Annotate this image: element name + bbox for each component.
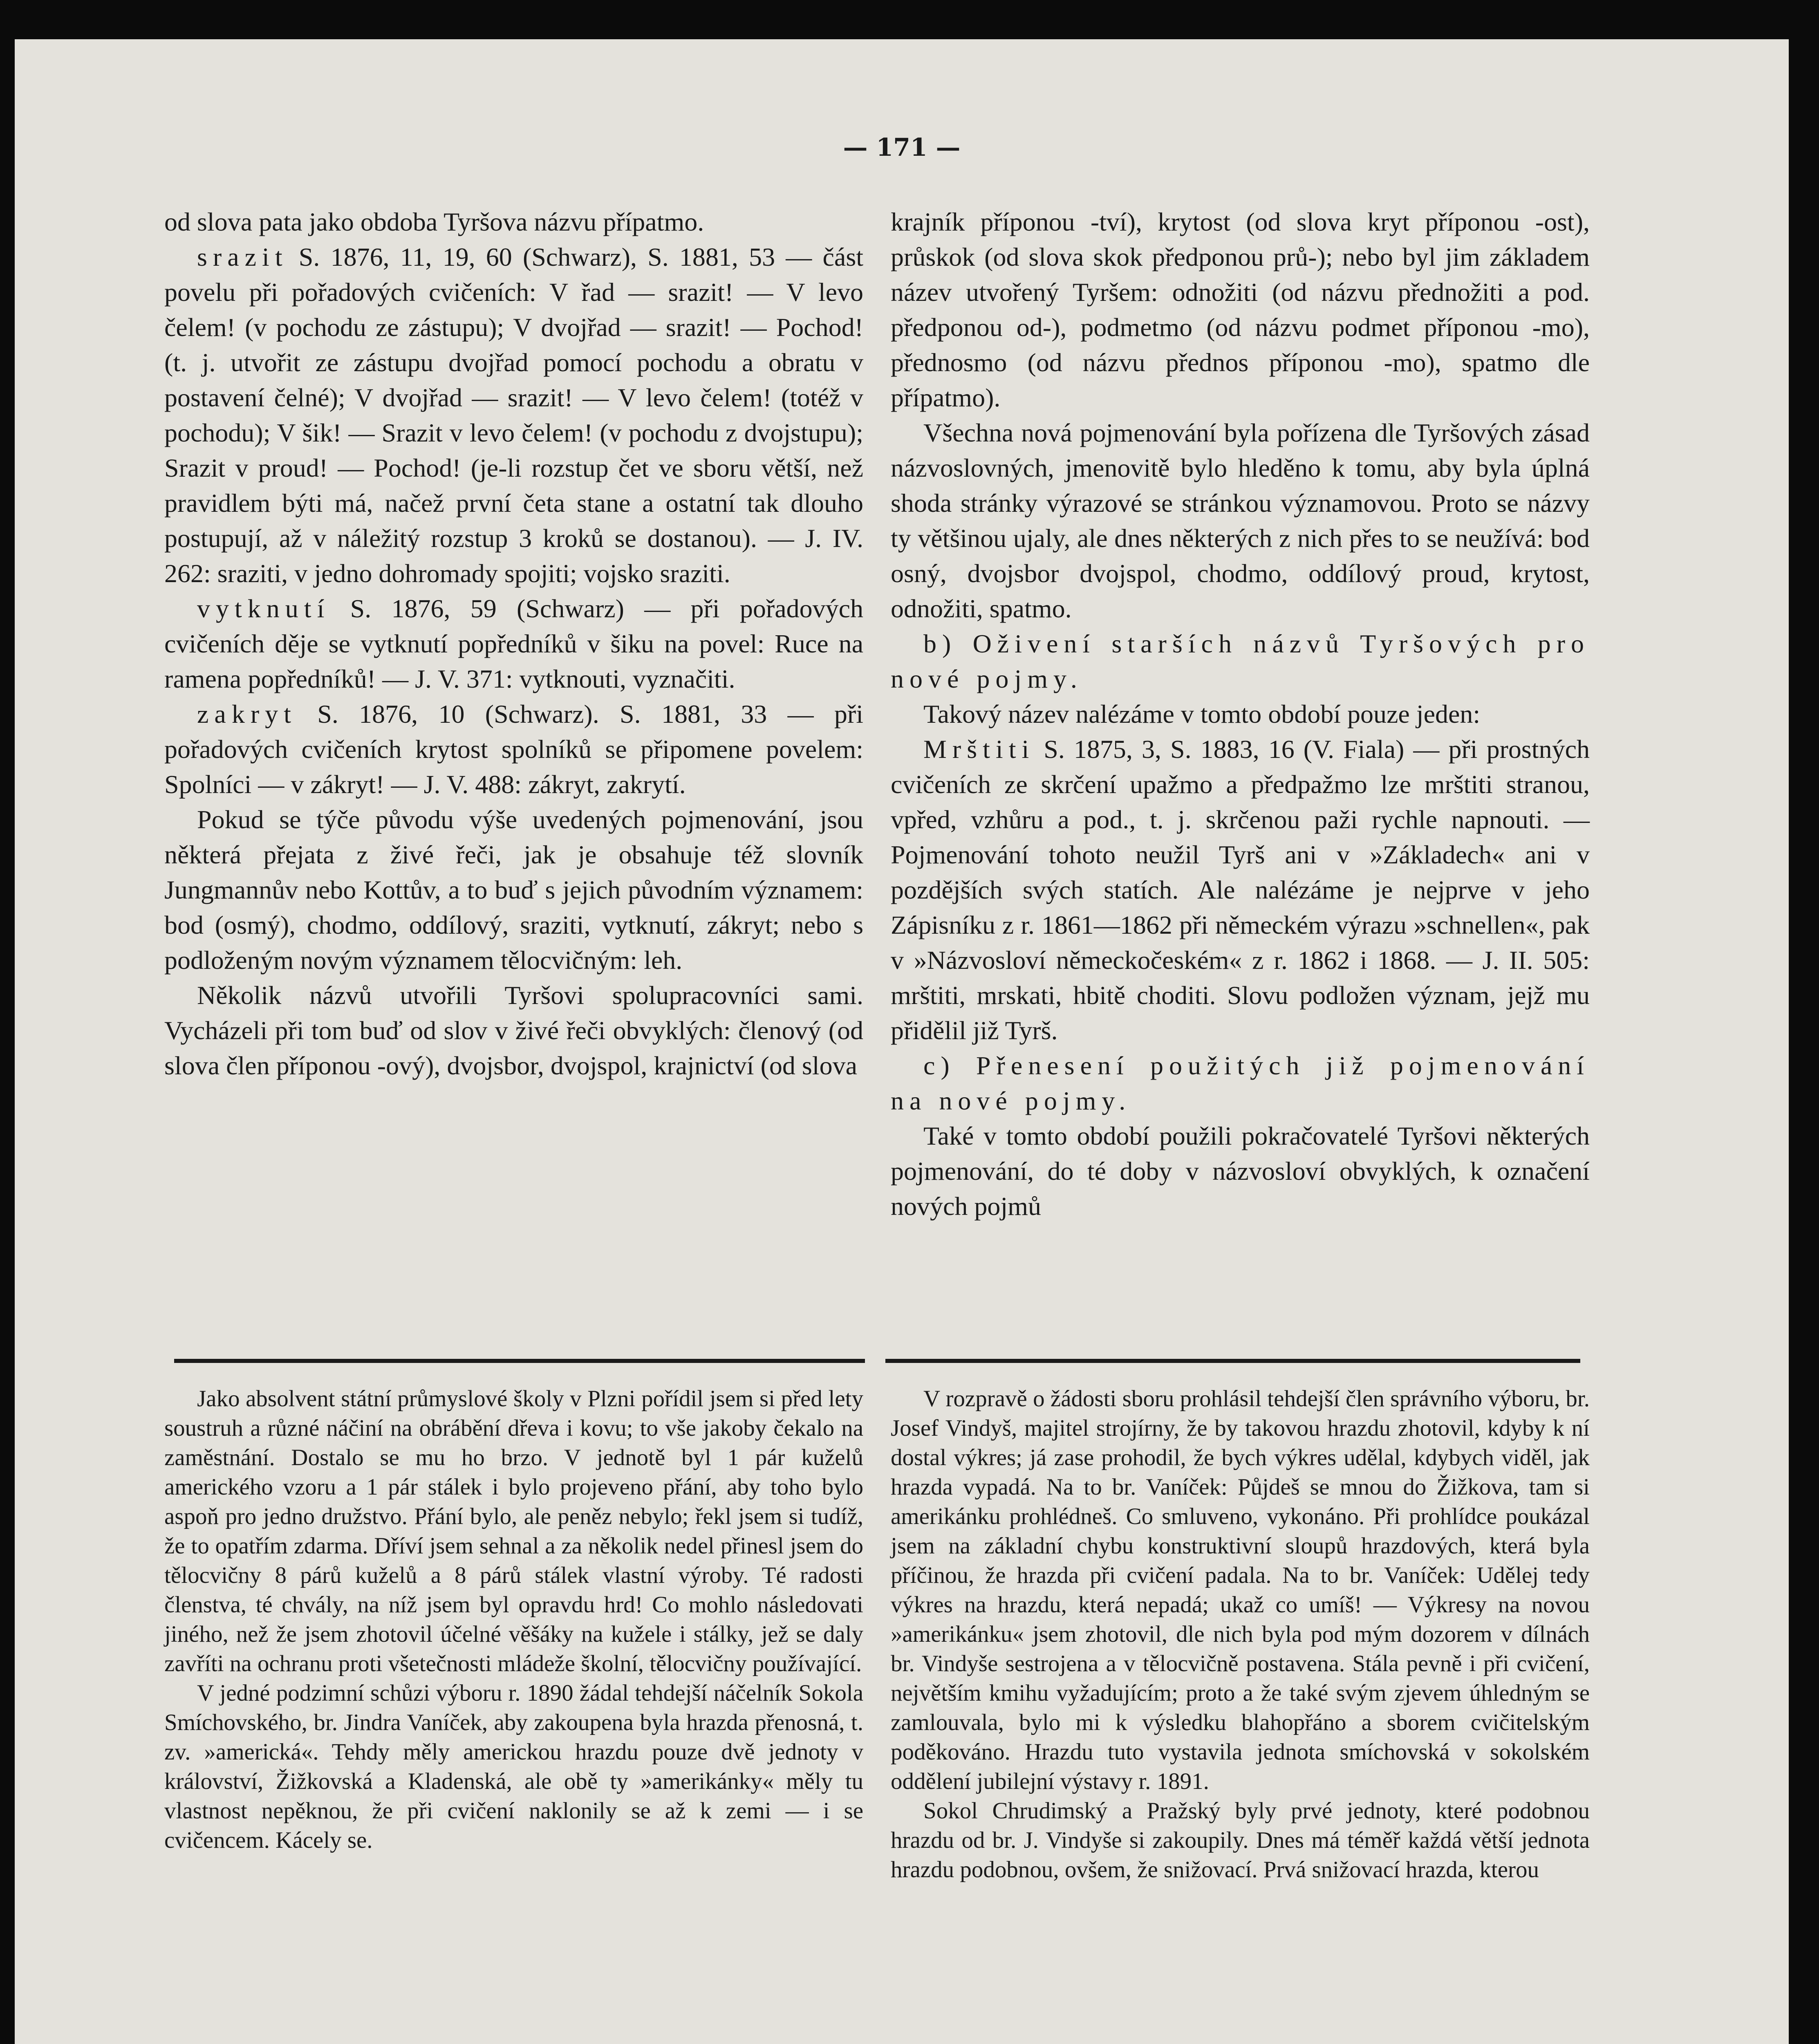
- paragraph-text: Takový název nalézáme v tomto období pouze jeden:: [923, 699, 1481, 728]
- term: srazit: [197, 242, 288, 271]
- paragraph-text: Několik názvů utvořili Tyršovi spolupracovníci sami. Vycházeli při tom buď od slov v živé řeči obvyklých: členový (od slova člen příponou -ový), dvojsbor, dvojspol, krajnictví (od slova: [164, 981, 863, 1080]
- paragraph: [164, 802, 863, 978]
- paragraph: [891, 1796, 1590, 1885]
- paragraph: [891, 415, 1590, 626]
- paragraph-text: S. 1876, 11, 19, 60 (Schwarz), S. 1881, 53 — část povelu při pořadových cvičeních: V řad — srazit! — V levo čelem! (v pochodu ze zástupu); V dvojřad — srazit! — Pochod! (t. j. utvořit ze zástupu dvojřad pomocí pochodu a obratu v postavení čelné); V dvojřad — srazit! — V levo čelem! (totéž v pochodu); V šik! — Srazit v levo čelem! (v pochodu z dvojstupu); Srazit v proud! — Pochod! (je-li rozstup čet ve sboru větší, než pravidlem býti má, načež první četa stane a ostatní tak dlouho postupují, až v náležitý rozstup 3 kroků se dostanou). — J. IV. 262: sraziti, v jedno dohromady spojiti; vojsko sraziti.: [164, 242, 863, 588]
- footnote-divider-left: [174, 1359, 865, 1363]
- paragraph: [891, 1118, 1590, 1224]
- paragraph-text: S. 1876, 10 (Schwarz). S. 1881, 33 — při pořadových cvičeních krytost spolníků se připomene povelem: Spolníci — v zákryt! — J. V. 488: zákryt, zakrytí.: [164, 699, 863, 799]
- paragraph: [164, 978, 863, 1083]
- paragraph-text: od slova pata jako obdoba Tyršova názvu přípatmo.: [164, 207, 704, 236]
- footnote-divider-right: [885, 1359, 1580, 1363]
- paragraph: [164, 240, 863, 591]
- footnote-right-column: [891, 1384, 1590, 1885]
- paragraph-text: V jedné podzimní schůzi výboru r. 1890 žádal tehdejší náčelník Sokola Smíchovského, br. Jindra Vaníček, aby zakoupena byla hrazda přenosná, t. zv. »americká«. Tehdy měly americkou hrazdu pouze dvě jednoty v království, Žižkovská a Kladenská, ale obě ty »amerikánky« měly tu vlastnost nepěknou, že při cvičení naklonily se až k zemi — i se cvičencem. Kácely se.: [164, 1680, 863, 1853]
- paragraph: [164, 591, 863, 697]
- paragraph: [891, 1384, 1590, 1796]
- main-text-left-column: [164, 204, 863, 1083]
- page-number: — 171 —: [843, 133, 961, 162]
- footnote-left-column: [164, 1384, 863, 1855]
- paragraph: [164, 1679, 863, 1855]
- paragraph: [891, 204, 1590, 415]
- paragraph-text: krajník příponou -tví), krytost (od slova kryt příponou -ost), průskok (od slova skok předponou prů-); nebo byl jim základem název utvořený Tyršem: odnožiti (od názvu přednožiti a pod. předponou od-), podmetmo (od názvu podmet příponou -mo), přednosmo (od názvu přednos příponou -mo), spatmo dle přípatmo).: [891, 207, 1590, 412]
- paragraph-text: Také v tomto období použili pokračovatelé Tyršovi některých pojmenování, do té doby v názvosloví obvyklých, k označení nových pojmů: [891, 1121, 1590, 1221]
- paragraph-text: S. 1875, 3, S. 1883, 16 (V. Fiala) — při prostných cvičeních ze skrčení upažmo a předpažmo lze mrštiti stranou, vpřed, vzhůru a pod., t. j. skrčenou paži rychle napnouti. — Pojmenování tohoto neužil Tyrš ani v »Základech« ani v pozdějších svých statích. Ale nalézáme je nejprve v jeho Zápisníku z r. 1861—1862 při německém výrazu »schnellen«, pak v »Názvosloví německočeském« z r. 1862 i 1868. — J. II. 505: mrštiti, mrskati, hbitě choditi. Slovu podložen význam, jejž mu přidělil již Tyrš.: [891, 735, 1590, 1045]
- paragraph-text: V rozpravě o žádosti sboru prohlásil tehdejší člen správního výboru, br. Josef Vindyš, majitel strojírny, že by takovou hrazdu zhotovil, kdyby k ní dostal výkres; já zase prohodil, že bych výkres udělal, kdybych viděl, jak hrazda vypadá. Na to br. Vaníček: Půjdeš se mnou do Žižkova, tam si amerikánku prohlédneš. Co smluveno, vykonáno. Při prohlídce poukázal jsem na základní chybu konstruktivní sloupů hrazdových, která byla příčinou, že hrazda při cvičení padala. Na to br. Vaníček: Udělej tedy výkres na hrazdu, která nepadá; ukaž co umíš! — Výkresy na novou »amerikánku« jsem zhotovil, dle nich byla pod mým dozorem v dílnách br. Vindyše sestrojena a v tělocvičně postavena. Stála pevně i při cvičení, největším kmihu vyžadujícím; proto a že také svým zjevem úhledným se zamlouvala, bylo mi k výsledku blahopřáno a sborem cvičitelským poděkováno. Hrazdu tuto vystavila jednota smíchovská v sokolském oddělení jubilejní výstavy r. 1891.: [891, 1386, 1590, 1794]
- paragraph-text: Pokud se týče původu výše uvedených pojmenování, jsou některá přejata z živé řeči, jak je obsahuje též slovník Jungmannův nebo Kottův, a to buď s jejich původním významem: bod (osmý), chodmo, oddílový, sraziti, vytknutí, zákryt; nebo s podloženým novým významem tělocvičným: leh.: [164, 805, 863, 975]
- paragraph: [891, 1048, 1590, 1118]
- main-text-right-column: [891, 204, 1590, 1224]
- paragraph: [164, 1384, 863, 1679]
- paragraph: [164, 204, 863, 240]
- paragraph-text: Jako absolvent státní průmyslové školy v Plzni pořídil jsem si před lety soustruh a různé náčiní na obrábění dřeva i kovu; to vše jakoby čekalo na zaměstnání. Dostalo se mu ho brzo. V jednotě byl 1 pár kuželů amerického vzoru a 1 pár stálek i bylo projeveno přání, aby toho bylo aspoň pro jedno družstvo. Přání bylo, ale peněz nebylo; řekl jsem si tudíž, že to opatřím zdarma. Dříví jsem sehnal a za několik nedel přinesl jsem do tělocvičny 8 párů kuželů a 8 párů stálek vlastní výroby. Té radosti členstva, té chvály, na níž jsem byl opravdu hrd! Co mohlo následovati jiného, než že jsem zhotovil účelné věšáky na kužele i stálky, jež se daly zavříti na ochranu proti všetečnosti mládeže školní, tělocvičny používající.: [164, 1386, 863, 1676]
- paragraph: [164, 697, 863, 802]
- paragraph: [891, 732, 1590, 1048]
- section-heading: c) Přenesení použitých již pojmenování na nové pojmy.: [891, 1051, 1590, 1115]
- paragraph-text: Sokol Chrudimský a Pražský byly prvé jednoty, které podobnou hrazdu od br. J. Vindyše si zakoupily. Dnes má téměř každá větší jednota hrazdu podobnou, ovšem, že snižovací. Prvá snižovací hrazda, kterou: [891, 1798, 1590, 1883]
- term: Mrštiti: [923, 735, 1035, 764]
- paragraph: [891, 626, 1590, 697]
- paragraph-text: S. 1876, 59 (Schwarz) — při pořadových cvičeních děje se vytknutí popředníků v šiku na povel: Ruce na ramena popředníků! — J. V. 371: vytknouti, vyznačiti.: [164, 594, 863, 693]
- paragraph: [891, 697, 1590, 732]
- paragraph-text: Všechna nová pojmenování byla pořízena dle Tyršových zásad názvoslovných, jmenovitě bylo hleděno k tomu, aby byla úplná shoda stránky výrazové se stránkou významovou. Proto se názvy ty většinou ujaly, ale dnes některých z nich přes to se neužívá: bod osný, dvojsbor dvojspol, chodmo, oddílový proud, krytost, odnožiti, spatmo.: [891, 418, 1590, 623]
- term: zakryt: [197, 699, 297, 728]
- term: vytknutí: [197, 594, 330, 623]
- section-heading: b) Oživení starších názvů Tyršových pro nové pojmy.: [891, 629, 1590, 693]
- scanned-page: [15, 39, 1789, 2044]
